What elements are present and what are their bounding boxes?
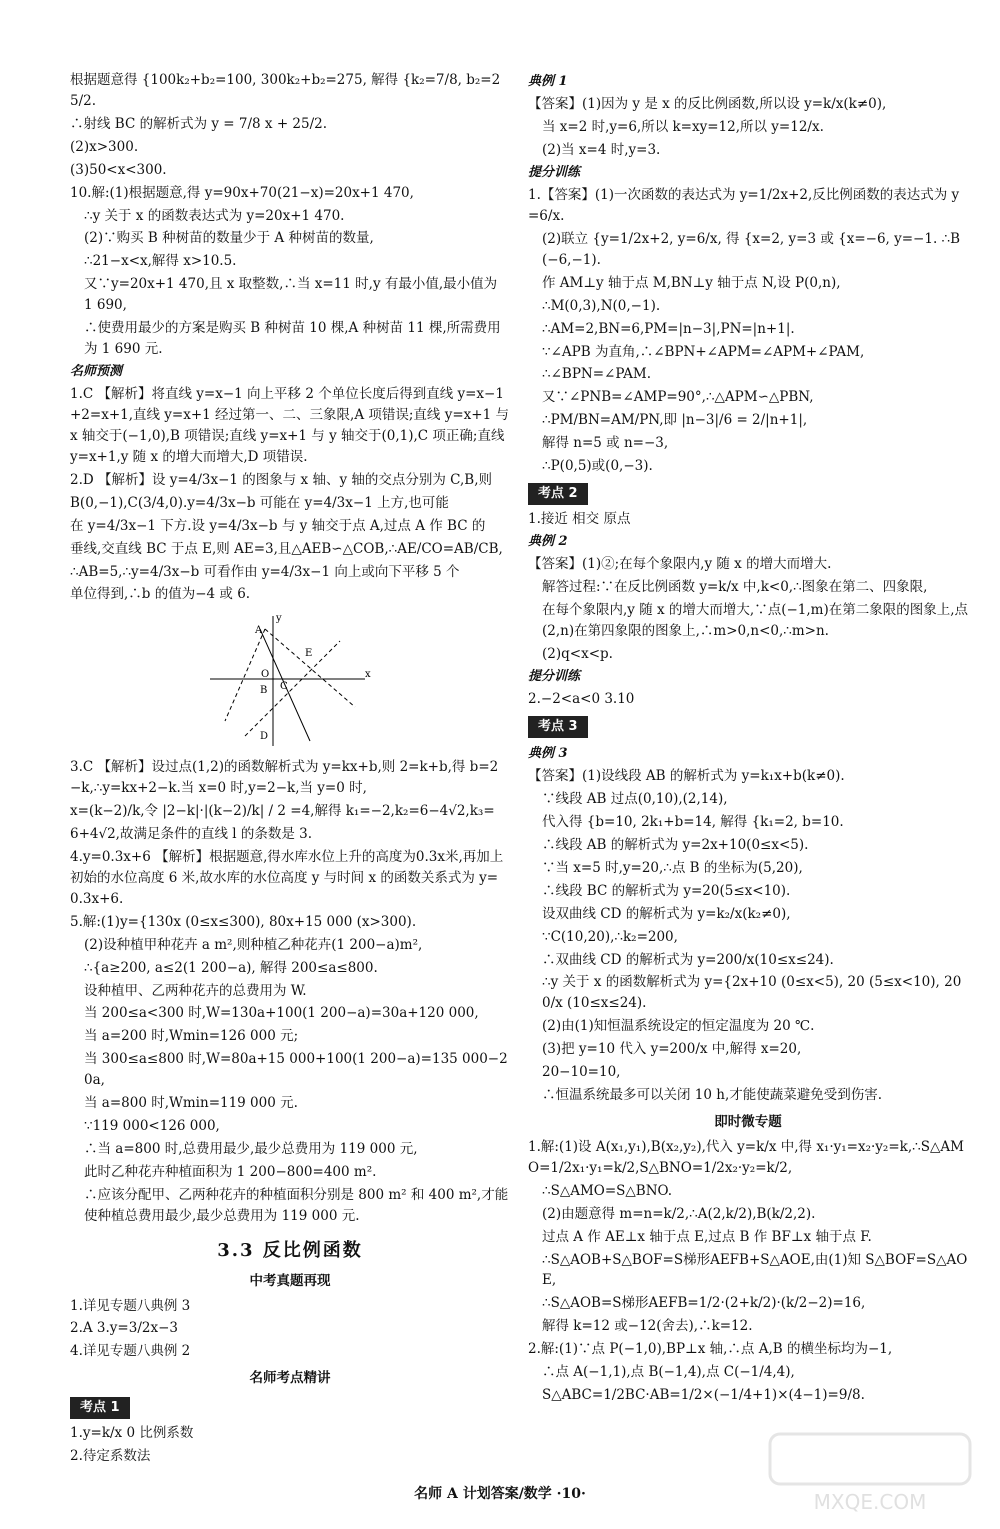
text-line: (2)由(1)知恒温系统设定的恒定温度为 20 ℃.: [542, 1018, 815, 1035]
text-line: 6+4√2,故满足条件的直线 l 的条数是 3.: [70, 826, 313, 843]
text-line: 解得 k=12 或−12(舍去),∴k=12.: [542, 1318, 753, 1335]
watermark-logo: [760, 1429, 980, 1519]
text-line: 3.C 【解析】设过点(1,2)的函数解析式为 y=kx+b,则 2=k+b,得 b=2−k,∴y=kx+2−k.当 x=0 时,y=2−k,当 y=0 时,: [70, 759, 499, 797]
text-line: ∴{a≥200, a≤2(1 200−a), 解得 200≤a≤800.: [84, 959, 378, 976]
section-heading: 提分训练: [528, 164, 581, 180]
text-line: (2)由题意得 m=n=k/2,∴A(2,k/2),B(k/2,2).: [542, 1205, 816, 1222]
text-line: ∴21−x<x,解得 x>10.5.: [84, 253, 237, 270]
text-line: 当 x=2 时,y=6,所以 k=xy=12,所以 y=12/x.: [542, 119, 824, 136]
text-line: ∴双曲线 CD 的解析式为 y=200/x(10≤x≤24).: [542, 951, 834, 968]
text-line: (3)50<x<300.: [70, 161, 167, 178]
text-line: 当 300≤a≤800 时,W=80a+15 000+100(1 200−a)=135 000−20a,: [84, 1051, 508, 1089]
watermark-text: MXQE.COM: [813, 1490, 927, 1514]
subsection-title: 名师考点精讲: [249, 1370, 331, 1387]
text-line: ∴S△AOB+S△BOF=S梯形AEFB+S△AOE,由(1)知 S△BOF=S△AOE,: [542, 1251, 968, 1289]
y-label: y: [276, 613, 282, 625]
text-line: 4.详见专题八典例 2: [70, 1343, 191, 1360]
text-line: ∴射线 BC 的解析式为 y = 7/8 x + 25/2.: [70, 115, 328, 132]
kaodian-badge: 考点 2: [528, 483, 588, 505]
text-line: 又∵y=20x+1 470,且 x 取整数,∴当 x=11 时,y 有最小值,最小值为 1 690,: [84, 276, 498, 314]
text-line: (2)∵购买 B 种树苗的数量少于 A 种树苗的数量,: [84, 230, 374, 247]
text-line: 1.详见专题八典例 3: [70, 1297, 191, 1314]
text-line: 过点 A 作 AE⊥x 轴于点 E,过点 B 作 BF⊥x 轴于点 F.: [542, 1228, 872, 1245]
label-a: A: [255, 625, 263, 637]
text-line: ∴线段 BC 的解析式为 y=20(5≤x<10).: [542, 882, 791, 899]
label-c: C: [280, 681, 288, 693]
text-line: 当 a=800 时,Wmin=119 000 元.: [84, 1095, 298, 1112]
text-line: 1.接近 相交 原点: [528, 511, 631, 528]
text-line: 2.A 3.y=3/2x−3: [70, 1320, 178, 1337]
text-line: ∴S△AOB=S梯形AEFB=1/2·(2+k/2)·(k/2−2)=16,: [542, 1295, 866, 1312]
text-line: 作 AM⊥y 轴于点 M,BN⊥y 轴于点 N,设 P(0,n),: [542, 274, 841, 291]
text-line: (2)q<x<p.: [542, 645, 613, 662]
label-b: B: [260, 685, 268, 697]
text-line: 此时乙种花卉种植面积为 1 200−800=400 m².: [84, 1163, 377, 1180]
text-line: ∴AM=2,BN=6,PM=|n−3|,PN=|n+1|.: [542, 320, 795, 337]
text-line: 4.y=0.3x+6 【解析】根据题意,得水库水位上升的高度为0.3x米,再加上初始的水位高度 6 米,故水库的水位高度 y 与时间 x 的函数关系式为 y=0.3x+6.: [70, 849, 504, 907]
text-line: 在每个象限内,y 随 x 的增大而增大,∵点(−1,m)在第二象限的图象上,点(2,n)在第四象限的图象上,∴m>0,n<0,∴m>n.: [542, 602, 969, 639]
subsection-title: 即时微专题: [714, 1114, 782, 1131]
text-line: 10.解:(1)根据题意,得 y=90x+70(21−x)=20x+1 470,: [70, 184, 414, 201]
text-line: ∴y 关于 x 的函数表达式为 y=20x+1 470.: [84, 207, 345, 224]
text-line: B(0,−1),C(3/4,0).y=4/3x−b 可能在 y=4/3x−1 上方,也可能: [70, 494, 449, 511]
section-heading: 典例 3: [528, 746, 568, 762]
text-line: ∴点 A(−1,1),点 B(−1,4),点 C(−1/4,4),: [542, 1364, 795, 1381]
text-line: (2)x>300.: [70, 138, 139, 155]
text-line: 单位得到,∴b 的值为−4 或 6.: [70, 586, 251, 603]
text-line: 当 a=200 时,Wmin=126 000 元;: [84, 1028, 299, 1045]
text-line: 20−10=10,: [542, 1064, 621, 1081]
coordinate-figure: [205, 611, 375, 751]
text-line: x=(k−2)/k,令 |2−k|·|(k−2)/k| / 2 =4,解得 k₁=−2,k₂=6−4√2,k₃=: [70, 803, 495, 820]
text-line: ∴P(0,5)或(0,−3).: [542, 458, 653, 475]
dashed-line-right: [265, 629, 355, 707]
kaodian-badge: 考点 3: [528, 716, 588, 738]
dashed-line-left: [225, 629, 268, 721]
label-e: E: [305, 648, 313, 660]
text-line: 根据题意得 {100k₂+b₂=100, 300k₂+b₂=275, 解得 {k₂=7/8, b₂=25/2.: [70, 72, 501, 109]
label-o: O: [261, 669, 270, 681]
text-line: 1.C 【解析】将直线 y=x−1 向上平移 2 个单位长度后得到直线 y=x−1+2=x+1,直线 y=x+1 经过第一、二、三象限,A 项错误;直线 y=x+1 与 x 轴交于(−1,0),B 项错误;直线 y=x+1 与 y 轴交于(0,1),C 项正确;直线 y=x+1,y 随 x 的增大而增大,D 项错误.: [70, 386, 509, 465]
text-line: ∴y 关于 x 的函数解析式为 y={2x+10 (0≤x<5), 20 (5≤x<10), 200/x (10≤x≤24).: [542, 974, 962, 1012]
text-line: ∴使费用最少的方案是购买 B 种树苗 10 棵,A 种树苗 11 棵,所需费用为 1 690 元.: [84, 320, 501, 358]
text-line: 2.−2<a<0 3.10: [528, 690, 635, 707]
text-line: S△ABC=1/2BC·AB=1/2×(−1/4+1)×(4−1)=9/8.: [542, 1387, 865, 1404]
text-line: ∴线段 AB 的解析式为 y=2x+10(0≤x<5).: [542, 836, 809, 853]
right-column: [528, 70, 968, 1408]
left-column: [70, 70, 510, 1469]
text-line: 5.解:(1)y={130x (0≤x≤300), 80x+15 000 (x>300).: [70, 913, 417, 930]
text-line: 设双曲线 CD 的解析式为 y=k₂/x(k₂≠0),: [542, 905, 791, 922]
section-title: 3.3 反比例函数: [217, 1239, 363, 1261]
text-line: ∵C(10,20),∴k₂=200,: [542, 928, 678, 945]
text-line: 【答案】(1)②;在每个象限内,y 随 x 的增大而增大.: [528, 556, 832, 573]
text-line: 【答案】(1)因为 y 是 x 的反比例函数,所以设 y=k/x(k≠0),: [528, 96, 887, 113]
text-line: (3)把 y=10 代入 y=200/x 中,解得 x=20,: [542, 1041, 802, 1058]
text-line: 在 y=4/3x−1 下方.设 y=4/3x−b 与 y 轴交于点 A,过点 A 作 BC 的: [70, 517, 486, 534]
text-line: ∵119 000<126 000,: [84, 1118, 220, 1135]
text-line: (2)当 x=4 时,y=3.: [542, 141, 661, 158]
text-line: ∴∠BPN=∠PAM.: [542, 366, 652, 383]
text-line: 2.D 【解析】设 y=4/3x−1 的图象与 x 轴、y 轴的交点分别为 C,B,则: [70, 471, 493, 488]
text-line: 设种植甲、乙两种花卉的总费用为 W.: [84, 982, 307, 999]
subsection-title: 中考真题再现: [249, 1272, 331, 1289]
section-heading: 典例 1: [528, 74, 568, 89]
text-line: ∵∠APB 为直角,∴∠BPN+∠APM=∠APM+∠PAM,: [542, 343, 865, 360]
text-line: 当 200≤a<300 时,W=130a+100(1 200−a)=30a+120 000,: [84, 1005, 479, 1022]
text-line: ∴AB=5,∴y=4/3x−b 可看作由 y=4/3x−1 向上或向下平移 5 个: [70, 563, 460, 580]
text-line: ∴M(0,3),N(0,−1).: [542, 297, 661, 314]
section-heading: 提分训练: [528, 668, 581, 684]
text-line: 1.【答案】(1)一次函数的表达式为 y=1/2x+2,反比例函数的表达式为 y=6/x.: [528, 187, 960, 224]
section-heading: 典例 2: [528, 534, 568, 550]
text-line: 解答过程:∵在反比例函数 y=k/x 中,k<0,∴图象在第二、四象限,: [542, 579, 928, 596]
label-d: D: [260, 731, 269, 743]
kaodian-badge: 考点 1: [70, 1397, 130, 1419]
text-line: 1.y=k/x 0 比例系数: [70, 1425, 194, 1442]
text-line: 2.待定系数法: [70, 1448, 151, 1465]
text-line: 又∵∠PNB=∠AMP=90°,∴△APM∽△PBN,: [542, 389, 814, 406]
text-line: 垂线,交直线 BC 于点 E,则 AE=3,且△AEB∽△COB,∴AE/CO=AB/CB,: [70, 540, 503, 557]
text-line: ∴S△AMO=S△BNO.: [542, 1182, 673, 1199]
text-line: 【答案】(1)设线段 AB 的解析式为 y=k₁x+b(k≠0).: [528, 768, 845, 785]
text-line: ∴PM/BN=AM/PN,即 |n−3|/6 = 2/|n+1|,: [542, 412, 808, 429]
text-line: 2.解:(1)∵点 P(−1,0),BP⊥x 轴,∴点 A,B 的横坐标均为−1,: [528, 1341, 893, 1358]
text-line: ∵当 x=5 时,y=20,∴点 B 的坐标为(5,20),: [542, 859, 803, 876]
text-line: 解得 n=5 或 n=−3,: [542, 435, 669, 452]
x-label: x: [365, 669, 371, 681]
text-line: ∴应该分配甲、乙两种花卉的种植面积分别是 800 m² 和 400 m²,才能使种植总费用最少,最少总费用为 119 000 元.: [84, 1186, 509, 1224]
text-line: (2)联立 {y=1/2x+2, y=6/x, 得 {x=2, y=3 或 {x=−6, y=−1. ∴B(−6,−1).: [542, 230, 961, 268]
text-line: ∵线段 AB 过点(0,10),(2,14),: [542, 791, 728, 808]
text-line: 1.解:(1)设 A(x₁,y₁),B(x₂,y₂),代入 y=k/x 中,得 x₁·y₁=x₂·y₂=k,∴S△AMO=1/2x₁·y₁=k/2,S△BNO=1/2x₂·y₂=k/2,: [528, 1138, 964, 1176]
text-line: ∴恒温系统最多可以关闭 10 h,才能使蔬菜避免受到伤害.: [542, 1087, 883, 1104]
section-heading: 名师预测: [70, 363, 123, 379]
text-line: ∴当 a=800 时,总费用最少,最少总费用为 119 000 元,: [84, 1141, 418, 1158]
text-line: (2)设种植甲种花卉 a m²,则种植乙种花卉(1 200−a)m²,: [84, 936, 423, 953]
text-line: 代入得 {b=10, 2k₁+b=14, 解得 {k₁=2, b=10.: [542, 814, 844, 831]
page-footer: 名师 A 计划答案/数学 ·10·: [414, 1486, 586, 1502]
